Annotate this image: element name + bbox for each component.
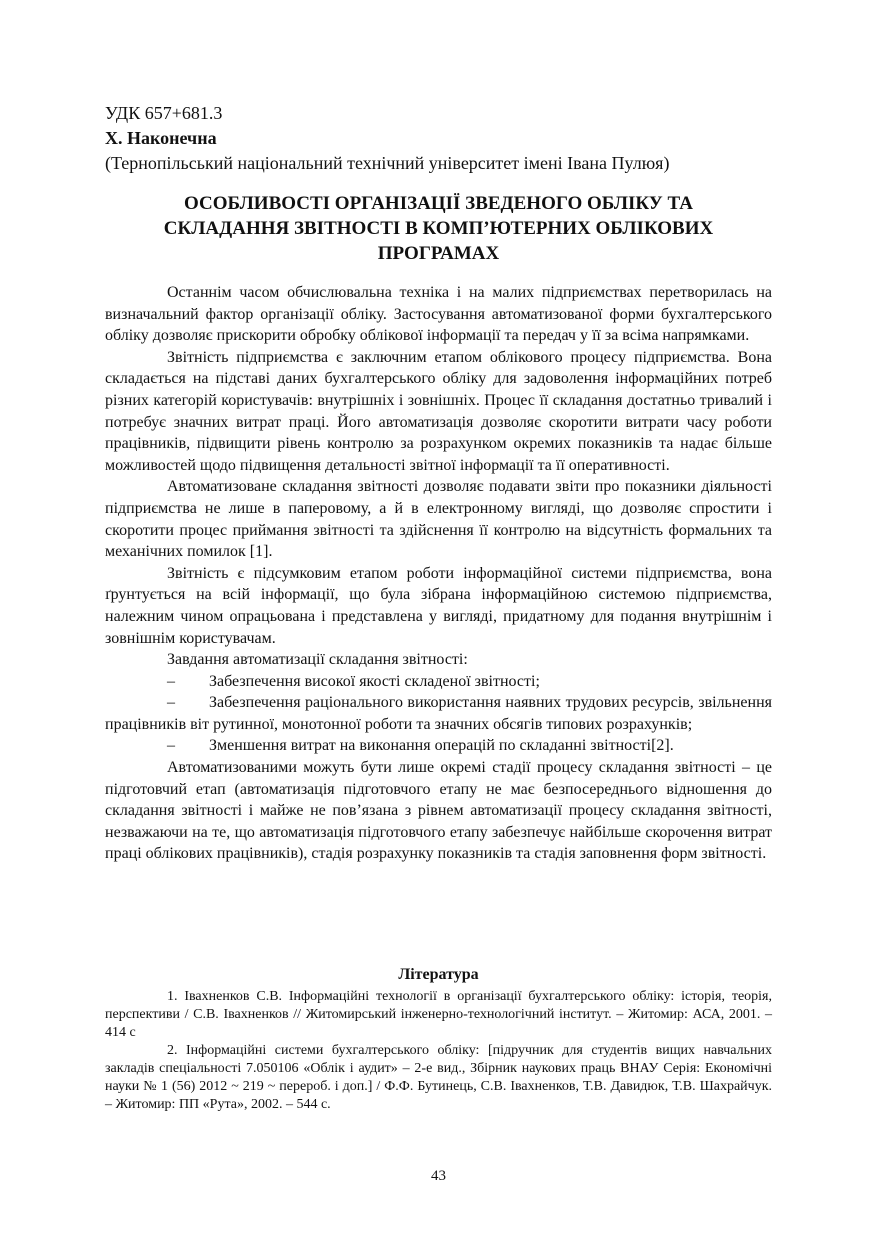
list-dash: – <box>167 737 175 755</box>
list-item <box>105 671 772 693</box>
paragraph: Завдання автоматизації складання звітності: <box>167 651 468 669</box>
list-dash: – <box>167 672 175 690</box>
author-name: Х. Наконечна <box>105 128 217 148</box>
literature-heading: Література <box>398 966 479 983</box>
list-dash: – <box>167 694 175 712</box>
reference-item: 1. Івахненков С.В. Інформаційні технології в організації бухгалтерського обліку: історія, теорія, перспективи / С.В. Івахненков // Житомирський інженерно-технологічний інститут. – Житомир: АСА, 2001. – 414 с <box>105 989 772 1040</box>
reference-list <box>105 988 772 1114</box>
paragraph: Автоматизованими можуть бути лише окремі стадії процесу складання звітності – це підготовчий етап (автоматизація підготовчого етапу не має безпосереднього відношення до складання звітності і майже не пов’язана з рівнем автоматизації процесу складання звітності, незважаючи на те, що автоматизація підготовчого етапу забезпечує найбільше скорочення витрат праці облікових працівників), стадія розрахунку показників та стадія заповнення форм звітності. <box>105 759 772 863</box>
list-item-text: Забезпечення раціонального використання наявних трудових ресурсів, звільнення працівників віт рутинної, монотонної роботи та значних обсягів типових розрахунків; <box>105 694 772 733</box>
page-number: 43 <box>431 1168 446 1184</box>
udc-code: УДК 657+681.3 <box>105 103 223 123</box>
article-body <box>105 282 772 865</box>
article-title: ОСОБЛИВОСТІ ОРГАНІЗАЦІЇ ЗВЕДЕНОГО ОБЛІКУ ТА СКЛАДАННЯ ЗВІТНОСТІ В КОМП’ЮТЕРНИХ ОБЛІКОВИХ ПРОГРАМАХ <box>163 193 714 264</box>
list-item-text: Зменшення витрат на виконання операцій по складанні звітності[2]. <box>209 737 674 755</box>
paragraph: Звітність є підсумковим етапом роботи інформаційної системи підприємства, вона ґрунтується на всій інформації, що була зібрана інформаційною системою підприємства, належним чином опрацьована і представлена у вигляді, придатному для подання внутрішнім і зовнішнім користувачам. <box>105 564 772 647</box>
paragraph: Звітність підприємства є заключним етапом облікового процесу підприємства. Вона складається на підставі даних бухгалтерського обліку для задоволення інформаційних потреб різних категорій користувачів: внутрішніх і зовнішніх. Процес її складання достатньо тривалий і потребує значних витрат праці. Його автоматизація дозволяє скоротити витрати часу роботи працівників, підвищити рівень контролю за розрахунком окремих показників та надає більше можливостей щодо підвищення детальності звітної інформації та її оперативності. <box>105 348 772 474</box>
list-item <box>105 692 772 735</box>
paragraph: Автоматизоване складання звітності дозволяє подавати звіти про показники діяльності підприємства не лише в паперовому, а й в електронному вигляді, що дозволяє спростити і скоротити процес приймання звітності та здійснення її контролю на відсутність формальних та механічних помилок [1]. <box>105 478 772 561</box>
article-header <box>105 101 772 176</box>
paragraph: Останнім часом обчислювальна техніка і на малих підприємствах перетворилась на визначальний фактор організації обліку. Застосування автоматизованої форми бухгалтерського обліку дозволяє прискорити обробку облікової інформації та передач у її за всіма напрямками. <box>105 284 772 345</box>
list-item <box>105 735 772 757</box>
reference-item: 2. Інформаційні системи бухгалтерського обліку: [підручник для студентів вищих навчальних закладів спеціальності 7.050106 «Облік і аудит» – 2-е вид., Збірник наукових праць ВНАУ Серія: Економічні науки № 1 (56) 2012 ~ 219 ~ перероб. і доп.] / Ф.Ф. Бутинець, С.В. Івахненков, Т.В. Давидюк, Т.В. Шахрайчук. – Житомир: ПП «Рута», 2002. – 544 с. <box>105 1043 772 1112</box>
list-item-text: Забезпечення високої якості складеної звітності; <box>209 672 540 690</box>
affiliation: (Тернопільський національний технічний університет імені Івана Пулюя) <box>105 153 670 173</box>
